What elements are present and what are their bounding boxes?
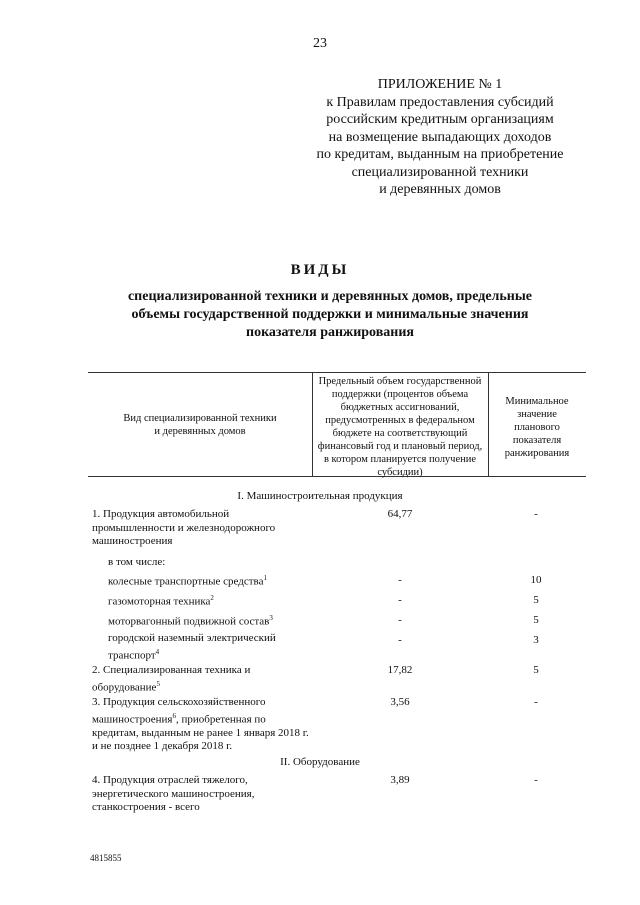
- appendix-block: [290, 76, 590, 199]
- row-label-line: 3. Продукция сельскохозяйственного: [92, 696, 266, 708]
- header-line: поддержки (процентов объема: [331, 389, 469, 400]
- min-value: -: [534, 696, 538, 708]
- row-label-text: моторвагонный подвижной состав: [108, 615, 270, 628]
- volume-value: -: [398, 614, 402, 626]
- row-label-line: [108, 572, 267, 589]
- table-top-rule: [88, 372, 586, 373]
- appendix-line: по кредитам, выданным на приобретение: [316, 147, 564, 162]
- header-line: Предельный объем государственной: [318, 376, 482, 387]
- header-line: планового: [514, 422, 560, 433]
- footnote-mark: 1: [263, 574, 267, 582]
- row-label-line: [92, 710, 309, 727]
- header-line: бюджете на соответствующий: [332, 428, 468, 439]
- row-label-text: газомоторная техника: [108, 595, 211, 608]
- header-volume: [312, 375, 488, 479]
- min-value: 5: [533, 664, 539, 676]
- footnote-mark: 3: [269, 614, 273, 622]
- footnote-mark: 5: [156, 679, 160, 688]
- row-label-text: , приобретенная по: [175, 713, 266, 726]
- table-row: [108, 592, 214, 609]
- document-title: ВИДЫ: [290, 262, 350, 278]
- row-label-line: 1. Продукция автомобильной: [92, 508, 230, 520]
- volume-value: -: [398, 574, 402, 586]
- min-value: 5: [533, 594, 539, 606]
- volume-value: 17,82: [387, 664, 413, 676]
- section-heading: I. Машиностроительная продукция: [237, 490, 403, 502]
- min-value: -: [534, 774, 538, 786]
- subtitle-line: объемы государственной поддержки и минимальные значения: [131, 307, 529, 322]
- min-value: 3: [533, 634, 539, 646]
- footnote-mark: 4: [155, 647, 160, 656]
- row-label-line: промышленности и железнодорожного: [92, 521, 276, 534]
- subtitle-line: показателя ранжирования: [246, 325, 414, 340]
- row-label-line: машиностроения: [92, 535, 173, 547]
- row-label-line: станкостроения - всего: [92, 801, 200, 813]
- header-line: ранжирования: [504, 448, 570, 459]
- table-row: [108, 612, 273, 629]
- page-number: 23: [313, 36, 327, 51]
- appendix-line: к Правилам предоставления субсидий: [326, 94, 554, 110]
- row-label-text: колесные транспортные средства: [108, 575, 264, 588]
- header-line: предусмотренных в федеральном: [325, 415, 475, 426]
- min-value: 5: [533, 614, 539, 626]
- appendix-line: на возмещение выпадающих доходов: [328, 129, 552, 145]
- header-line: финансовый год и плановый период,: [317, 441, 483, 452]
- row-label-text: транспорт: [108, 649, 156, 662]
- row-label-line: [108, 592, 214, 609]
- header-line: значение: [517, 409, 557, 420]
- volume-value: 64,77: [387, 508, 413, 520]
- appendix-line: российским кредитным организациям: [326, 112, 554, 127]
- row-label-text: машиностроения: [92, 713, 173, 726]
- header-line: и деревянных домов: [154, 426, 246, 437]
- footnote-mark: 2: [210, 594, 214, 602]
- table-row: [92, 664, 250, 695]
- min-value: 10: [530, 574, 542, 586]
- row-label-line: 2. Специализированная техника и: [92, 664, 251, 676]
- volume-value: 3,89: [390, 774, 410, 786]
- row-label-line: [108, 646, 276, 663]
- row-label-line: [108, 612, 273, 629]
- volume-value: 3,56: [390, 696, 410, 708]
- table-row: [108, 632, 276, 663]
- header-line: субсидии): [377, 467, 423, 478]
- row-label-line: 4. Продукция отраслей тяжелого,: [92, 774, 248, 786]
- row-label-line: энергетического машиностроения,: [92, 787, 255, 800]
- volume-value: -: [398, 594, 402, 606]
- document-code: 4815855: [90, 853, 122, 863]
- row-label-line: в том числе:: [108, 556, 166, 568]
- subtitle-line: специализированной техники и деревянных домов, предельные: [127, 289, 533, 304]
- appendix-line: и деревянных домов: [379, 182, 501, 197]
- section-heading: II. Оборудование: [280, 756, 360, 768]
- header-line: Минимальное: [505, 396, 569, 407]
- header-line: Вид специализированной техники: [123, 413, 277, 424]
- table-row: [108, 556, 165, 570]
- table-row: [92, 774, 255, 815]
- appendix-heading: ПРИЛОЖЕНИЕ № 1: [377, 77, 503, 92]
- volume-value: -: [398, 634, 402, 646]
- header-line: показателя: [512, 435, 562, 446]
- row-label-line: [92, 678, 250, 695]
- table-row: [92, 696, 309, 754]
- footnote-mark: 6: [172, 711, 176, 720]
- min-value: -: [534, 508, 538, 520]
- row-label-line: городской наземный электрический: [108, 632, 276, 644]
- row-label-line: кредитам, выданным не ранее 1 января 2018 г.: [92, 726, 309, 739]
- header-line: в котором планируется получение: [323, 454, 477, 465]
- header-line: бюджетных ассигнований,: [340, 402, 460, 413]
- row-label-line: и не позднее 1 декабря 2018 г.: [92, 740, 233, 753]
- row-label-text: оборудование: [92, 681, 157, 694]
- header-type: [90, 412, 310, 438]
- table-row: [108, 572, 267, 589]
- table-row: [92, 508, 275, 549]
- appendix-line: специализированной техники: [351, 164, 529, 180]
- document-subtitle: [80, 288, 580, 342]
- header-min-value: [488, 395, 586, 460]
